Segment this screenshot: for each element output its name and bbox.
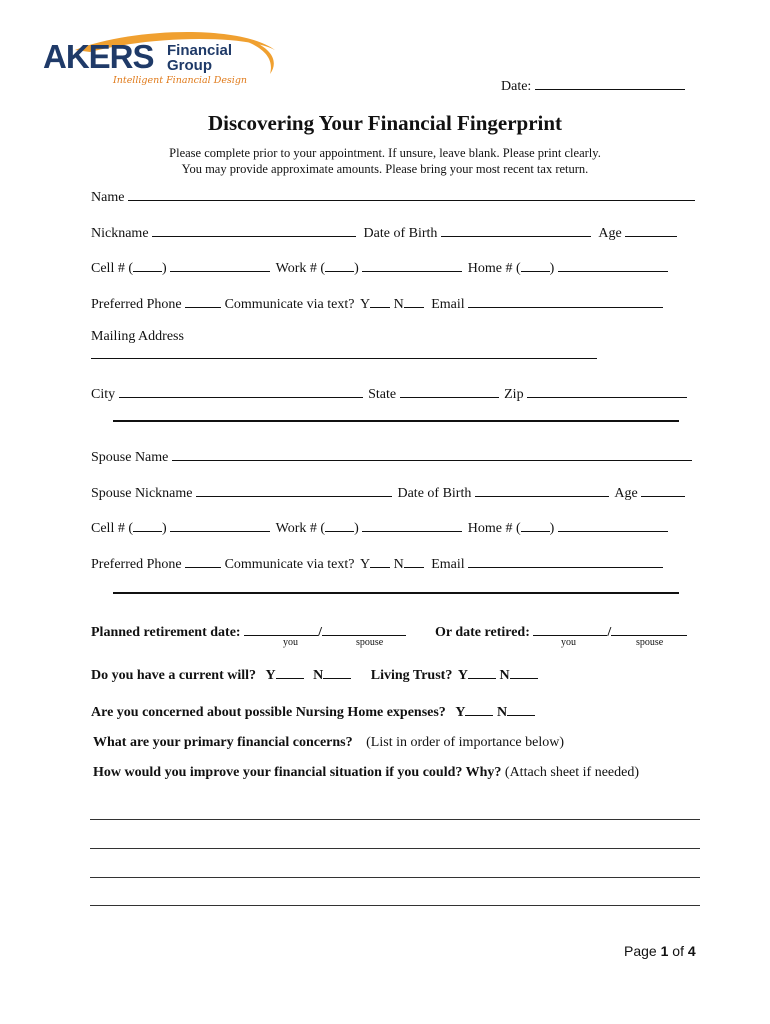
logo-financial: Financial: [167, 42, 233, 59]
spouse-age-blank[interactable]: [641, 482, 685, 497]
spouse-phone-row[interactable]: Cell # ( ) Work # ( ) Home # ( ): [91, 517, 668, 537]
zip-blank[interactable]: [527, 383, 687, 398]
will-yes-label: Y: [265, 668, 276, 683]
answer-line-4[interactable]: [90, 905, 700, 906]
nickname-blank[interactable]: [152, 222, 356, 237]
trust-no-blank[interactable]: [510, 664, 538, 679]
retirement-you-caption: you: [283, 637, 298, 648]
preferred-phone-blank[interactable]: [185, 293, 221, 308]
answer-line-3[interactable]: [90, 877, 700, 878]
date-field[interactable]: [501, 75, 685, 95]
spouse-work-area-blank[interactable]: [325, 517, 354, 532]
city-label: City: [91, 387, 116, 402]
dob-label: Date of Birth: [363, 226, 438, 241]
text-question: Communicate via text?: [224, 297, 355, 312]
age-label: Age: [598, 226, 622, 241]
email-blank[interactable]: [468, 293, 663, 308]
concerns-question: What are your primary financial concerns?: [93, 735, 353, 750]
phone-row[interactable]: Cell # ( ) Work # ( ) Home # ( ): [91, 257, 668, 277]
retirement-you-blank[interactable]: [244, 621, 318, 636]
spouse-work-blank[interactable]: [362, 517, 462, 532]
retired-row[interactable]: Or date retired: /: [435, 621, 687, 641]
nursing-question: Are you concerned about possible Nursing Home expenses?: [91, 705, 446, 720]
will-question: Do you have a current will?: [91, 668, 257, 683]
retired-spouse-blank[interactable]: [611, 621, 687, 636]
age-blank[interactable]: [625, 222, 677, 237]
retired-spouse-caption: spouse: [636, 637, 664, 648]
work-blank[interactable]: [362, 257, 462, 272]
work-area-blank[interactable]: [325, 257, 354, 272]
will-no-blank[interactable]: [323, 664, 351, 679]
answer-line-1[interactable]: [90, 819, 700, 820]
preferred-row[interactable]: [91, 293, 663, 313]
spouse-email-label: Email: [431, 557, 465, 572]
page-of: of: [672, 943, 684, 959]
name-blank[interactable]: [128, 186, 695, 201]
dob-blank[interactable]: [441, 222, 591, 237]
home-label: Home # (: [467, 261, 521, 276]
state-blank[interactable]: [400, 383, 499, 398]
page-number: [624, 943, 696, 959]
page-total: 4: [687, 943, 696, 959]
spouse-dob-blank[interactable]: [475, 482, 609, 497]
spouse-name-label: Spouse Name: [91, 450, 169, 465]
text-no-blank[interactable]: [404, 293, 424, 308]
retired-you-caption: you: [561, 637, 576, 648]
trust-no-label: N: [499, 668, 510, 683]
spouse-name-row[interactable]: [91, 446, 692, 466]
spouse-nickname-label: Spouse Nickname: [91, 486, 193, 501]
date-label: Date:: [501, 79, 532, 94]
nursing-row[interactable]: [91, 701, 535, 721]
spouse-cell-label: Cell # (: [91, 521, 133, 536]
logo-tagline: Intelligent Financial Design: [113, 75, 248, 86]
nickname-row[interactable]: [91, 222, 677, 242]
state-label: State: [368, 387, 397, 402]
nursing-no-label: N: [496, 705, 508, 720]
spouse-cell-blank[interactable]: [170, 517, 270, 532]
spouse-home-area-blank[interactable]: [521, 517, 550, 532]
retired-label: Or date retired:: [435, 625, 530, 640]
cell-area-blank[interactable]: [133, 257, 162, 272]
home-blank[interactable]: [558, 257, 668, 272]
retirement-label: Planned retirement date:: [91, 625, 241, 640]
spouse-dob-label: Date of Birth: [397, 486, 472, 501]
instruction-line-2: You may provide approximate amounts. Please bring your most recent tax return.: [181, 162, 589, 176]
spouse-age-label: Age: [614, 486, 638, 501]
date-blank[interactable]: [535, 75, 685, 90]
mailing-address-blank[interactable]: [91, 358, 597, 359]
home-area-blank[interactable]: [521, 257, 550, 272]
preferred-phone-label: Preferred Phone: [91, 297, 182, 312]
nursing-yes-blank[interactable]: [465, 701, 493, 716]
trust-question: Living Trust?: [370, 668, 453, 683]
retired-you-blank[interactable]: [533, 621, 607, 636]
trust-yes-label: Y: [457, 668, 468, 683]
retirement-spouse-blank[interactable]: [322, 621, 406, 636]
nickname-label: Nickname: [91, 226, 149, 241]
mailing-address-label: Mailing Address: [91, 329, 184, 344]
improve-note: (Attach sheet if needed): [504, 765, 640, 780]
text-yes-blank[interactable]: [370, 293, 390, 308]
spouse-text-yes-blank[interactable]: [370, 553, 390, 568]
spouse-home-blank[interactable]: [558, 517, 668, 532]
retirement-spouse-caption: spouse: [356, 637, 384, 648]
nursing-yes-label: Y: [455, 705, 466, 720]
spouse-nickname-row[interactable]: [91, 482, 685, 502]
logo-akers: AKERS: [43, 38, 154, 75]
spouse-preferred-row[interactable]: [91, 553, 663, 573]
cell-blank[interactable]: [170, 257, 270, 272]
page-current: 1: [660, 943, 669, 959]
spouse-preferred-phone-blank[interactable]: [185, 553, 221, 568]
name-row[interactable]: [91, 186, 695, 206]
text-no-label: N: [393, 297, 404, 312]
cell-label: Cell # (: [91, 261, 133, 276]
city-row[interactable]: [91, 383, 687, 403]
city-blank[interactable]: [119, 383, 363, 398]
text-yes-label: Y: [359, 297, 371, 312]
improve-question: How would you improve your financial situation if you could? Why?: [93, 765, 502, 780]
logo-group: Group: [167, 57, 212, 74]
name-label: Name: [91, 190, 125, 205]
spouse-home-label: Home # (: [467, 521, 521, 536]
spouse-text-no-label: N: [393, 557, 404, 572]
trust-yes-blank[interactable]: [468, 664, 496, 679]
instruction-line-1: Please complete prior to your appointment. If unsure, leave blank. Please print clearly.: [169, 146, 601, 160]
section-divider: [113, 420, 679, 422]
concerns-row: [93, 735, 564, 751]
email-label: Email: [431, 297, 465, 312]
retirement-row[interactable]: Planned retirement date: /: [91, 621, 406, 641]
spouse-work-label: Work # (: [275, 521, 326, 536]
spouse-nickname-blank[interactable]: [196, 482, 392, 497]
spouse-text-yes-label: Y: [359, 557, 371, 572]
concerns-note: (List in order of importance below): [366, 735, 565, 750]
spouse-name-blank[interactable]: [172, 446, 692, 461]
page-title: Discovering Your Financial Fingerprint: [207, 111, 563, 135]
nursing-no-blank[interactable]: [507, 701, 535, 716]
page-label: Page: [624, 943, 657, 959]
will-no-label: N: [313, 668, 324, 683]
will-row[interactable]: [91, 664, 538, 684]
spouse-text-question: Communicate via text?: [224, 557, 355, 572]
will-yes-blank[interactable]: [276, 664, 304, 679]
section-divider-2: [113, 592, 679, 594]
spouse-text-no-blank[interactable]: [404, 553, 424, 568]
company-logo: [40, 28, 280, 92]
work-label: Work # (: [275, 261, 326, 276]
spouse-email-blank[interactable]: [468, 553, 663, 568]
zip-label: Zip: [504, 387, 524, 402]
improve-row: [93, 765, 639, 781]
spouse-preferred-phone-label: Preferred Phone: [91, 557, 182, 572]
answer-line-2[interactable]: [90, 848, 700, 849]
spouse-cell-area-blank[interactable]: [133, 517, 162, 532]
